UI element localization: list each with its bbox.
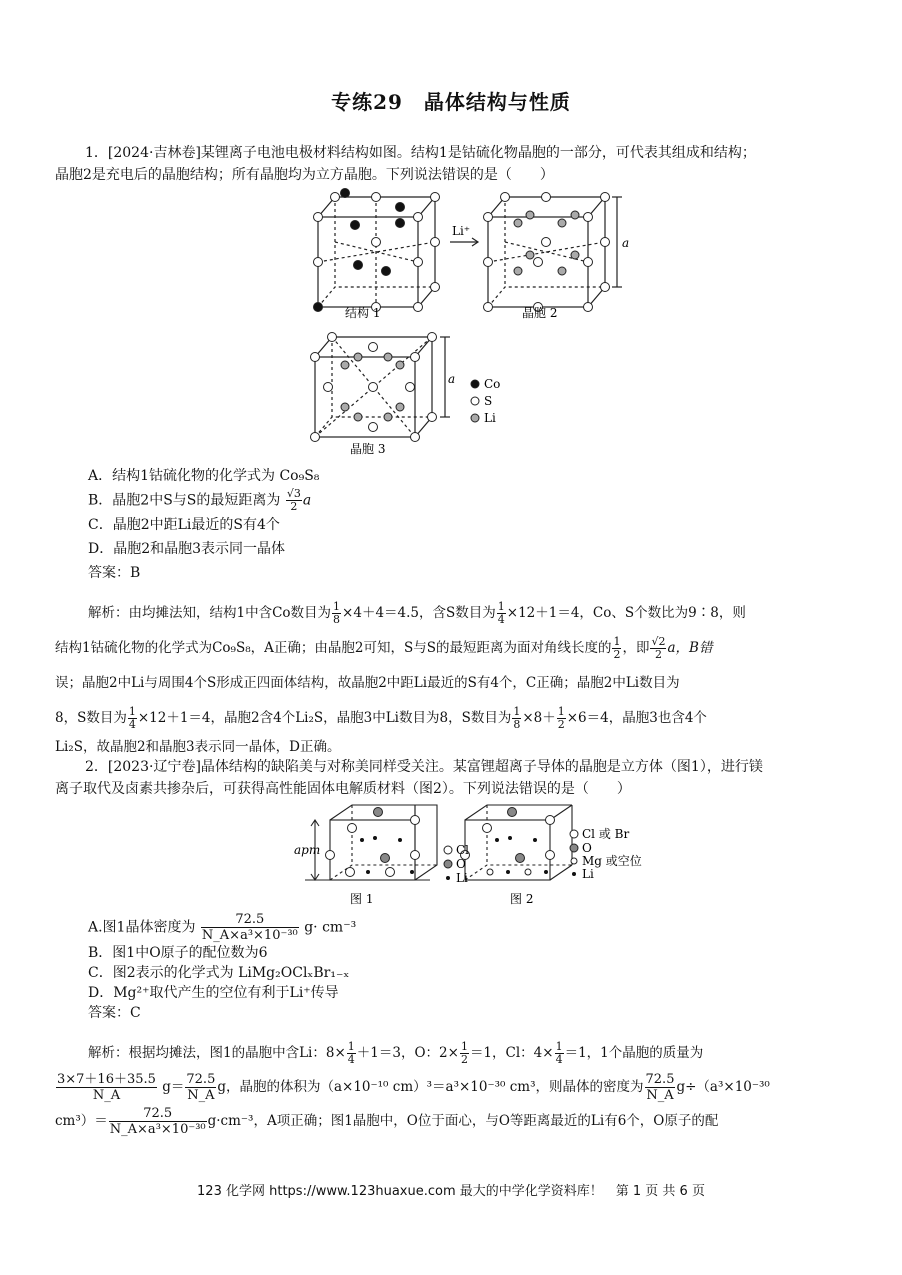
q2-stem-line1: 2．[2023·辽宁卷]晶体结构的缺陷美与对称美同样受关注。某富锂超离子导体的晶胞是立方体（图1），进行镁 bbox=[85, 759, 763, 775]
legend2-clbr: Cl 或 Br bbox=[582, 827, 630, 841]
edge-label: a bbox=[622, 236, 630, 250]
q1-stem-line2: 晶胞2是充电后的晶胞结构；所有晶胞均为立方晶胞。下列说法错误的是（ ） bbox=[55, 167, 554, 183]
q1-options bbox=[88, 464, 319, 585]
q2-option-d: D．Mg²⁺取代产生的空位有利于Li⁺传导 bbox=[88, 985, 339, 1001]
legend-s: S bbox=[484, 394, 493, 408]
edge-label-3: a bbox=[448, 372, 456, 386]
cell2-caption: 晶胞 2 bbox=[522, 306, 558, 320]
q1-option-c: C．晶胞2中距Li最近的S有4个 bbox=[88, 517, 280, 533]
legend-li: Li bbox=[484, 411, 496, 425]
q1-stem-line1: 1．[2024·吉林卷]某锂离子电池电极材料结构如图。结构1是钴硫化物晶胞的一部分，可代表其组成和结构； bbox=[85, 145, 756, 161]
q2-option-b: B．图1中O原子的配位数为6 bbox=[88, 945, 268, 961]
q2-analysis: 解析：根据均摊法，图1的晶胞中含Li：8× $\frac{1}{4}$ ＋1＝3，O：2× $\frac{1}{2}$ ＝1，Cl：4× $\frac{1}{4}$ ＝1，1个晶胞的质量为 $\frac{3\times 7+16+35.5}{N\_A}$ g＝ $\frac{72.5}{N\_A}$ g，晶胞的体积为（a×10⁻¹⁰ cm）³＝a³×10⁻³⁰ cm³，则晶体的密度为 $\frac{72.5}{N\_A}$ g÷（a³×10⁻³⁰ cm³）＝ $\frac{72.5}{\text{N\_A×a³×10⁻³⁰}}$ g·cm⁻³，A项正确；图1晶胞中，O位于面心，与O等距离最近的Li有6个，O原子的配 bbox=[55, 1040, 770, 1137]
q2-options bbox=[88, 912, 356, 1023]
q1-analysis: 解析：由均摊法知，结构1中含Co数目为 $\frac{1}{8}$ ×4＋4＝4.5，含S数目为 $\frac{1}{4}$ ×12＋1＝4，Co、S个数比为9∶8，则 结构1钴硫化物的化学式为Co₉S₈，A正确；由晶胞2可知，S与S的最短距离为面对角线长度的 $\frac{1}{2}$ ，即 $\frac{√2}{2}$ a，B错 误；晶胞2中Li与周围4个S形成正四面体结构，故晶胞2中距Li最近的S有4个，C正确；晶胞2中Li数目为 8，S数目为 $\frac{1}{4}$ ×12＋1＝4，晶胞2含4个Li₂S，晶胞3中Li数目为8，S数目为 $\frac{1}{8}$ ×8＋ $\frac{1}{2}$ ×6＝4，晶胞3也含4个 Li₂S，故晶胞2和晶胞3表示同一晶体，D正确。 bbox=[55, 600, 746, 755]
legend1-li: Li bbox=[456, 871, 468, 885]
q2-answer: 答案：C bbox=[88, 1005, 141, 1021]
fig1-caption: 图 1 bbox=[350, 892, 374, 906]
q1-figure bbox=[300, 185, 640, 455]
q1-option-a: A．结构1钴硫化物的化学式为 Co₉S₈ bbox=[88, 468, 320, 484]
q2-option-c: C．图2表示的化学式为 LiMg₂OClₓBr₁₋ₓ bbox=[88, 965, 350, 981]
q1-answer: 答案：B bbox=[88, 565, 141, 581]
legend2-li: Li bbox=[582, 867, 594, 881]
cell3-caption: 晶胞 3 bbox=[350, 442, 386, 455]
fig2-caption: 图 2 bbox=[510, 892, 534, 906]
arrow-label: Li⁺ bbox=[452, 224, 471, 238]
q2-option-a: A.图1晶体密度为 $\frac{72.5}{\text{N\_A×a³×10⁻³⁰}}$ g· cm⁻³ bbox=[88, 912, 357, 943]
page-footer: 123 化学网 https://www.123huaxue.com 最大的中学化学资料库！ 第 1 页 共 6 页 bbox=[197, 1184, 705, 1199]
q1-option-d: D．晶胞2和晶胞3表示同一晶体 bbox=[88, 541, 286, 557]
q1-stem bbox=[55, 142, 850, 186]
q2-figure bbox=[290, 800, 660, 912]
legend1-cl: Cl bbox=[456, 843, 470, 857]
apm-label: apm bbox=[294, 843, 321, 857]
legend1-o: O bbox=[456, 857, 466, 871]
struct1-caption: 结构 1 bbox=[345, 306, 381, 320]
legend2-o: O bbox=[582, 841, 592, 855]
q2-stem bbox=[55, 756, 850, 800]
legend2-mg: Mg 或空位 bbox=[582, 854, 642, 868]
q1-option-b: B．晶胞2中S与S的最短距离为 $\frac{√3}{2}$ a bbox=[88, 487, 312, 513]
q2-stem-line2: 离子取代及卤素共掺杂后，可获得高性能固体电解质材料（图2）。下列说法错误的是（ ） bbox=[55, 781, 631, 797]
page-title: 专练29 晶体结构与性质 bbox=[331, 90, 571, 114]
legend-co: Co bbox=[484, 377, 501, 391]
